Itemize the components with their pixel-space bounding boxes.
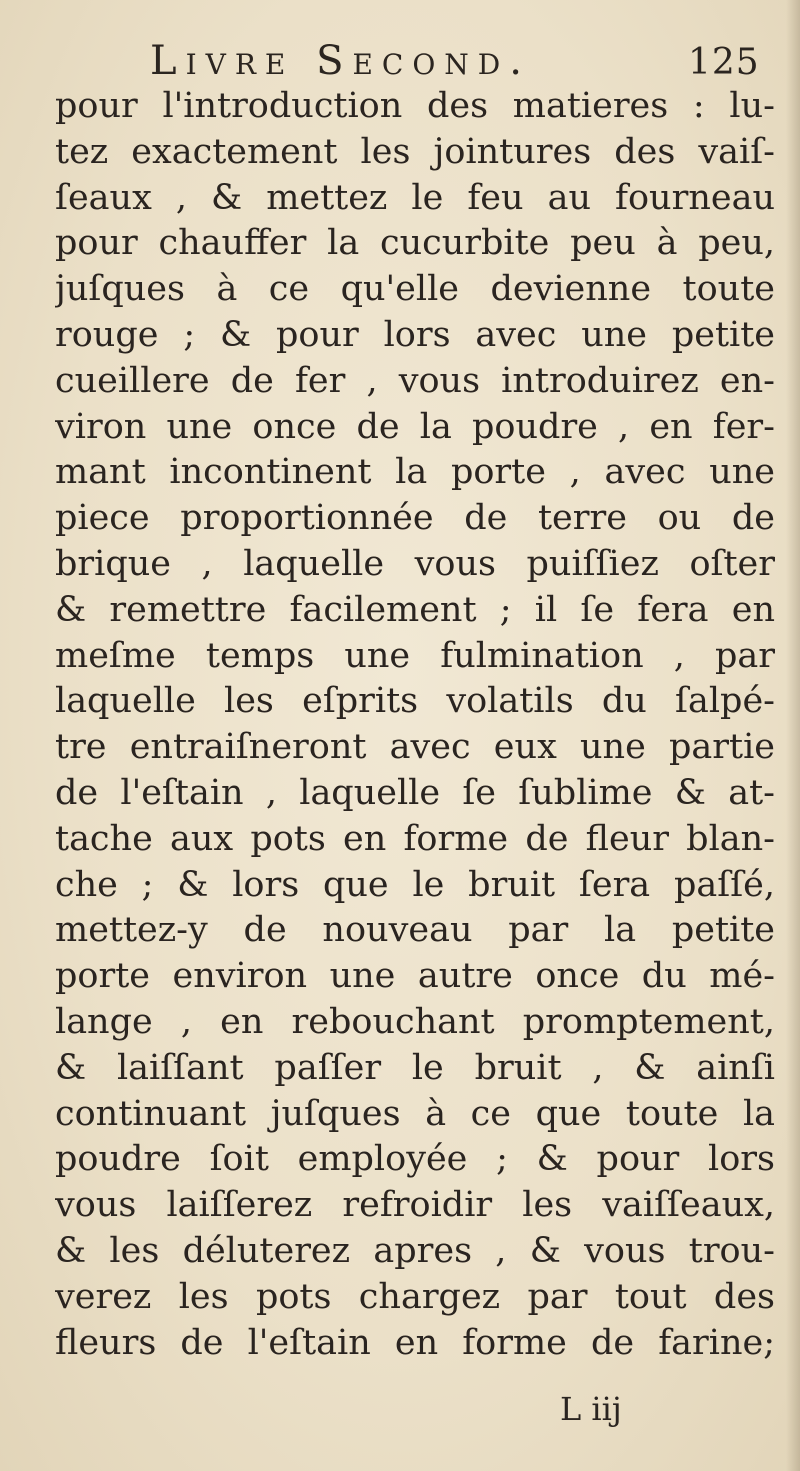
signature-mark: L iij (560, 1390, 622, 1428)
text-line: lange , en rebouchant promptement, (55, 1001, 775, 1042)
text-line: tre entraiſneront avec eux une partie (55, 727, 775, 768)
text-line: mettez-y de nouveau par la petite (55, 910, 775, 951)
text-line: vous laiſſerez refroidir les vaiſſeaux, (55, 1185, 775, 1226)
text-line: piece proportionnée de terre ou de (55, 498, 775, 539)
text-line: tache aux pots en forme de fleur blan- (55, 818, 775, 859)
text-line: continuant juſques à ce que toute la (55, 1093, 775, 1134)
text-line: & les déluterez apres , & vous trou- (55, 1230, 775, 1271)
text-line: rouge ; & pour lors avec une petite (55, 314, 775, 355)
text-line: meſme temps une fulmination , par (55, 635, 775, 676)
text-line: laquelle les eſprits volatils du ſalpé- (55, 681, 775, 722)
text-line: porte environ une autre once du mé- (55, 956, 775, 997)
text-line: brique , laquelle vous puiſſiez oſter (55, 543, 775, 584)
body-text (55, 84, 775, 1366)
text-line: mant incontinent la porte , avec une (55, 452, 775, 493)
text-line: cueillere de fer , vous introduirez en- (55, 360, 775, 401)
text-line: tez exactement les jointures des vaiſ- (55, 131, 775, 172)
text-line: de l'eſtain , laquelle ſe ſublime & at- (55, 772, 775, 813)
page-edge-shadow (786, 0, 800, 1471)
running-head (0, 32, 800, 92)
text-line: fleurs de l'eſtain en forme de farine; (55, 1322, 775, 1363)
text-line: viron une once de la poudre , en fer- (55, 406, 775, 447)
text-line: ſeaux , & mettez le feu au fourneau (55, 177, 775, 218)
text-line: juſques à ce qu'elle devienne toute (55, 269, 775, 310)
text-line: pour chauffer la cucurbite peu à peu, (55, 223, 775, 264)
text-line: pour l'introduction des matieres : lu- (55, 86, 775, 126)
running-head-title: Livre Second. (150, 38, 531, 84)
text-line: verez les pots chargez par tout des (55, 1276, 775, 1317)
text-line: & laiſſant paſſer le bruit , & ainſi (55, 1047, 775, 1088)
page-number: 125 (688, 42, 760, 83)
text-line: & remettre facilement ; il ſe fera en (55, 589, 775, 630)
text-line: che ; & lors que le bruit ſera paſſé, (55, 864, 775, 905)
text-line: poudre ſoit employée ; & pour lors (55, 1139, 775, 1180)
